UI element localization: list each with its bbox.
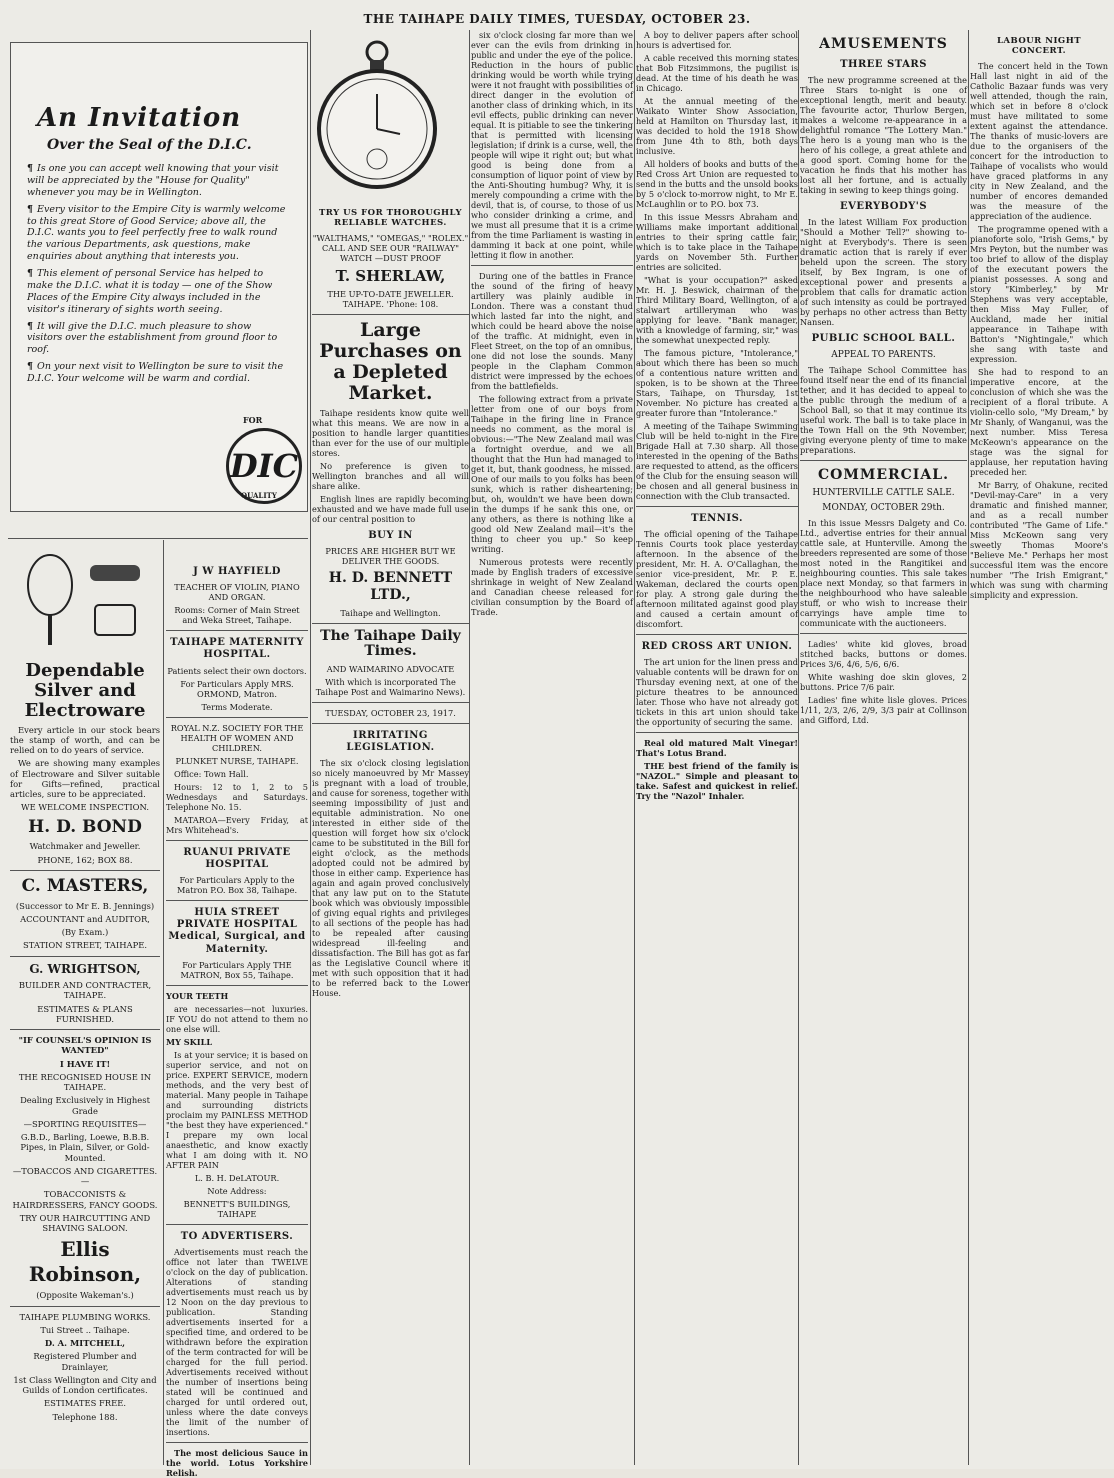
terms: Terms Moderate. bbox=[201, 701, 273, 712]
col5-text2: A cable received this morning states that Bob Fitzsimmons, the pugilist is dead. At the time of his death he was in Chicago. bbox=[636, 53, 798, 93]
column-6 bbox=[800, 30, 967, 1465]
dic-invitation-ad bbox=[10, 42, 308, 512]
patients: Patients select their own doctors. bbox=[167, 665, 307, 676]
ruanui: RUANUI PRIVATE HOSPITAL bbox=[183, 846, 291, 870]
gloves-text3: Ladies' fine white lisle gloves. Prices 1/11, 2/3, 2/6, 2/9, 3/3 pair at Collinson and Gifford, Ltd. bbox=[800, 694, 967, 725]
plumbing: TAIHAPE PLUMBING WORKS. bbox=[19, 1311, 151, 1322]
seal-quality-text: QUALITY bbox=[241, 491, 277, 500]
pipes: G.B.D., Barling, Loewe, B.B.B. Pipes, in Plain, Silver, or Gold-Mounted. bbox=[20, 1132, 150, 1163]
tobacconists: TOBACCONISTS & HAIRDRESSERS, FANCY GOODS. bbox=[12, 1189, 158, 1210]
appeal-head: APPEAL TO PARENTS. bbox=[831, 349, 936, 360]
hayfield-name: J W HAYFIELD bbox=[193, 566, 281, 577]
seal-for-text: FOR bbox=[243, 415, 263, 425]
hunterville-head: HUNTERVILLE CATTLE SALE. bbox=[812, 487, 955, 498]
recognised: THE RECOGNISED HOUSE IN TAIHAPE. bbox=[18, 1071, 152, 1093]
invitation-para: ¶ Is one you can accept well knowing that your visit will be appreciated by the "House for Quality" whenever you may be in Wellington. bbox=[27, 163, 279, 198]
sauce: The most delicious Sauce in the world. Lotus Yorkshire Relish. bbox=[166, 1447, 308, 1478]
concert-text3: She had to respond to an imperative encore, at the conclusion of which she was the recipient of a floral tribute. A violin-cello solo, "My Dream," by Mr Shanly, of Wanganui, was the next number. Miss Teresa McKeown's appearance on the stage was the signal for applause, her reputation having preceded her. bbox=[970, 366, 1108, 477]
incorporated: With which is incorporated The Taihape Post and Waimarino News). bbox=[315, 676, 466, 697]
col4-text2: During one of the battles in France the sound of the firing of heavy artillery was plainly audible in London. There was a constant thud which lasted far into the night, and which could be heard above the noise of the traffic. At midnight, even in Fleet Street, on the top of an omnibus, one did not lose the sounds. Many people in the Clapham Common district were impressed by the echoes from the battlefields. bbox=[471, 271, 633, 391]
three-stars-head: THREE STARS bbox=[840, 59, 927, 71]
telephone: Telephone 188. bbox=[52, 1411, 118, 1422]
bond-name: H. D. BOND bbox=[28, 816, 142, 837]
gloves-text: Ladies' white kid gloves, broad stitched backs, buttons or domes. Prices 3/6, 4/6, 5/6, 6/6. bbox=[800, 638, 967, 669]
silver-ad-title: Dependable Silver and Electroware bbox=[24, 660, 146, 721]
silver-ad-text2: We are showing many examples of Electroware and Silver suitable for Gifts—refined, practical articles, sure to be appreciated. bbox=[10, 758, 160, 800]
col5-text5: In this issue Messrs Abraham and Williams make important additional entries to their spring cattle fair, which is to take place in the Taihape yards on November 5th. Further entries are solicited. bbox=[636, 212, 798, 272]
masthead: The Taihape Daily Times. bbox=[320, 627, 461, 660]
col4-text4: Numerous protests were recently made by English traders of excessive shrinkage in weight of New Zealand and Canadian cheese released for civilian consumption by the Board of Trade. bbox=[471, 557, 633, 617]
page-header: THE TAIHAPE DAILY TIMES, TUESDAY, OCTOBER 23. bbox=[363, 12, 751, 26]
estimates: ESTIMATES & PLANS FURNISHED. bbox=[37, 1003, 133, 1024]
wrighton-name: G. WRIGHTSON, bbox=[29, 961, 141, 976]
gloves-text2: White washing doe skin gloves, 2 buttons. Price 7/6 pair. bbox=[800, 671, 967, 692]
builder: BUILDER AND CONTRACTER, TAIHAPE. bbox=[18, 980, 152, 1001]
plunket: PLUNKET NURSE, TAIHAPE. bbox=[175, 755, 299, 766]
try-saloon: TRY OUR HAIRCUTTING AND SHAVING SALOON. bbox=[19, 1212, 151, 1234]
maternity: TAIHAPE MATERNITY HOSPITAL. bbox=[170, 637, 304, 661]
tennis-head: TENNIS. bbox=[691, 513, 743, 524]
rooms: Rooms: Corner of Main Street and Weka Street, Taihape. bbox=[174, 605, 300, 626]
accountant: ACCOUNTANT and AUDITOR, bbox=[20, 913, 150, 924]
col5-text1: A boy to deliver papers after school hours is advertised for. bbox=[636, 30, 798, 50]
teeth: YOUR TEETH bbox=[166, 990, 229, 1001]
commercial-head: COMMERCIAL. bbox=[818, 466, 949, 483]
advertisers-head: TO ADVERTISERS. bbox=[180, 1230, 294, 1242]
invitation-para: ¶ On your next visit to Wellington be sure to visit the D.I.C. Your welcome will be warm and cordial. bbox=[27, 361, 284, 384]
dealing: Dealing Exclusively in Highest Grade bbox=[20, 1095, 150, 1116]
have-it: I HAVE IT! bbox=[59, 1058, 111, 1069]
everybodys-head: EVERYBODY'S bbox=[839, 201, 928, 213]
ellis-sub: (Opposite Wakeman's.) bbox=[36, 1290, 134, 1301]
left-ads-column bbox=[10, 545, 160, 1465]
sherlaw-name: T. SHERLAW, bbox=[335, 266, 446, 285]
royal: ROYAL N.Z. SOCIETY FOR THE HEALTH OF WOMEN AND CHILDREN. bbox=[170, 722, 304, 753]
silver-ad-text: Every article in our stock bears the stamp of worth, and can be relied on to do years of service. bbox=[10, 724, 160, 756]
watch-brands: "WALTHAMS," "OMEGAS," "ROLEX." CALL AND SEE OUR "RAILWAY" WATCH —DUST PROOF bbox=[312, 232, 469, 263]
concert-text1: The concert held in the Town Hall last night in aid of the Catholic Bazaar funds was very well attended, though the rain, which set in before 8 o'clock must have militated to some extent against the attendance. The thanks of music-lovers are due to the organisers of the concert for the introduction to Taihape of vocalists who would have graced platforms in any city in New Zealand, and the number of encores demanded was the measure of the appreciation of the audience. bbox=[970, 60, 1108, 221]
bennett-sub: Taihape and Wellington. bbox=[340, 607, 441, 618]
tennis-text: The official opening of the Taihape Tennis Courts took place yesterday afternoon. In the absence of the president, Mr. H. A. O'Callaghan, the senior vice-president, Mr. P. E. Wakeman, declared the courts open for play. A strong gale during the afternoon militated against good play and caused a certain amount of discomfort. bbox=[636, 529, 798, 630]
station: STATION STREET, TAIHAPE. bbox=[23, 940, 147, 951]
exam: (By Exam.) bbox=[61, 927, 109, 938]
ball-text: The Taihape School Committee has found itself near the end of its financial tether, and it has decided to appeal to the public through the medium of a School Ball, so that it may continue its useful work. The ball is to take place in the Town Hall on the 9th November, giving everyone plenty of time to make preparations. bbox=[800, 364, 967, 455]
skill: MY SKILL bbox=[166, 1036, 213, 1047]
col4-text3: The following extract from a private letter from one of our boys from Taihape in the firing line in France needs no comment, as the moral is obvious:—"The New Zealand mail was a fortnight overdue, and we all thought that the Hun had managed to get it, but, thank goodness, he missed. One of our mails to you folks has been sunk, which is rather disheartening; but, oh, wouldn't we have been down in the dumps if he sank this one, or any others, as there is nothing like a good old New Zealand mail—it's the thing to cheer you up." So keep writing. bbox=[471, 394, 633, 554]
everybodys-text: In the latest William Fox production "Should a Mother Tell?" showing to-night at Everybody's. There is seen dramatic action that is rarely if ever beheld upon the screen. The story itself, by Bex Ingram, is one of exceptional power and presents a problem that calls for dramatic action of such intensity as could be portrayed by perhaps no other actress than Betty Nansen. bbox=[800, 217, 967, 328]
concert-head: LABOUR NIGHT CONCERT. bbox=[996, 36, 1082, 57]
office: Office: Town Hall. bbox=[174, 768, 249, 779]
vinegar: Real old matured Malt Vinegar! That's Lotus Brand. bbox=[636, 738, 798, 759]
latour: L. B. H. DeLATOUR. bbox=[194, 1172, 280, 1183]
hours: Hours: 12 to 1, 2 to 5 Wednesdays and Saturdays. Telephone No. 15. bbox=[166, 781, 308, 812]
editorial-text: The six o'clock closing legislation so nicely manoeuvred by Mr Massey is pregnant with a load of trouble, and cause for soreness, together with seeming impossibility of just and equitable administration. No one interested in either side of the question will forget how six o'clock came to be substituted in the Bill for eight o'clock, as the methods adopted could not be admired by those in either camp. Experience has again and again proved conclusively that any law put on to the Statute book which was obviously impossible of giving equal rights and privileges to all sections of the people has had to be repealed after causing widespread ill-feeling and dissatisfaction. The Bill has got as far as the Legislative Council where it met with such opposition that it had to be referred back to the Lower House. bbox=[312, 758, 469, 999]
mid-ads-column bbox=[166, 560, 308, 1478]
pocket-watch-icon bbox=[312, 34, 442, 194]
col5-text3: At the annual meeting of the Waikato Winter Show Association, held at Hamilton on Thursday last, it was decided to hold the 1918 Show from June 4th to 8th, both days inclusive. bbox=[636, 96, 798, 156]
redcross-text: The art union for the linen press and valuable contents will be drawn for on Thursday evening next, at one of the picture theatres to be announced later. Those who have not already got tickets in this art union should take the opportunity of securing the same. bbox=[636, 657, 798, 728]
column-7 bbox=[970, 30, 1108, 1465]
large-purchases-title: Large Purchases on a Depleted Market. bbox=[319, 319, 462, 404]
tui-street: Tui Street .. Taihape. bbox=[40, 1324, 130, 1335]
teeth-text: are necessaries—not luxuries. IF YOU do not attend to them no one else will. bbox=[166, 1003, 308, 1034]
bennett-name: H. D. BENNETT LTD., bbox=[328, 569, 453, 603]
skill-text: Is at your service; it is based on superior service, and not on price. EXPERT SERVICE, modern methods, and the very best of material. Many people in Taihape and surrounding districts proclaim my PAINLESS METHOD "the best they have experienced." I prepare my own local anaesthetic, and know exactly what I am doing with it. NO AFTER PAIN bbox=[166, 1049, 308, 1170]
welcome-text: WE WELCOME INSPECTION. bbox=[20, 802, 150, 813]
prices-text: PRICES ARE HIGHER BUT WE DELIVER THE GOODS. bbox=[325, 545, 456, 566]
mitchell-sub: Registered Plumber and Drainlayer, bbox=[33, 1351, 137, 1372]
bond-phone: PHONE, 162; BOX 88. bbox=[37, 854, 133, 865]
tobacco: —TOBACCOS AND CIGARETTES.— bbox=[12, 1165, 158, 1187]
pref-text: No preference is given to Wellington branches and all will share alike. bbox=[312, 460, 469, 491]
ellis-name: Ellis Robinson, bbox=[28, 1237, 142, 1286]
advertisers-text: Advertisements must reach the office not later than TWELVE o'clock on the day of publication. Alterations of standing advertisements must reach us by 12 Noon on the day previous to publication. Standing advertisements inserted for a specified time, and ordered to be withdrawn before the expiration of the term contracted for will be charged for the full period. Advertisements received without the number of insertions being stated will be continued and charged for until ordered out, unless where the date conveys the limit of the number of insertions. bbox=[166, 1246, 308, 1437]
editorial-head: IRRITATING LEGISLATION. bbox=[346, 729, 435, 753]
bond-sub: Watchmaker and Jeweller. bbox=[29, 841, 141, 852]
counsel: "IF COUNSEL'S OPINION IS WANTED" bbox=[18, 1035, 152, 1056]
monday-head: MONDAY, OCTOBER 29th. bbox=[822, 502, 945, 513]
masthead-sub: AND WAIMARINO ADVOCATE bbox=[326, 663, 455, 674]
estimates-free: ESTIMATES FREE. bbox=[43, 1398, 126, 1409]
issue-date: TUESDAY, OCTOBER 23, 1917. bbox=[325, 707, 456, 718]
col5-text6: "What is your occupation?" asked Mr. H. J. Beswick, chairman of the Third Military Board, Wellington, of a stalwart artilleryman who was applying for leave. "Bank manager, with a knowledge of farming, sir," was the somewhat unexpected reply. bbox=[636, 275, 798, 345]
masters-name: C. MASTERS, bbox=[21, 875, 149, 896]
buy-in: BUY IN bbox=[368, 529, 413, 541]
ruanui-sub: For Particulars Apply to the Matron P.O. Box 38, Taihape. bbox=[176, 874, 298, 895]
three-stars-text: The new programme screened at the Three Stars to-night is one of exceptional length, merit and beauty. The favourite actor, Thurlow Bergen, makes a welcome re-appearance in a delightful romance "The Lottery Man." The hero is a young man who is the hero of his college, a great athlete and a good sport. Coming home for the vacation he finds that his mother has lost all her fortune, and is actually taking in sewing to keep things going. bbox=[800, 75, 967, 196]
mitchell: D. A. MITCHELL, bbox=[44, 1338, 126, 1349]
watch-caption: TRY US FOR THOROUGHLY RELIABLE WATCHES. bbox=[318, 208, 463, 229]
col5-text4: All holders of books and butts of the Red Cross Art Union are requested to send in the butts and the unsold books by 5 o'clock to-morrow night, to Mr E. McLaughlin or to P.O. box 73. bbox=[636, 159, 798, 209]
nazol: THE best friend of the family is "NAZOL." Simple and pleasant to take. Safest and quickest in relief. Try the "Nazol" Inhaler. bbox=[636, 761, 798, 802]
huia: HUIA STREET PRIVATE HOSPITAL Medical, Surgical, and Maternity. bbox=[168, 906, 306, 955]
teacher: TEACHER OF VIOLIN, PIANO AND ORGAN. bbox=[174, 582, 300, 603]
class-certs: 1st Class Wellington and City and Guilds of London certificates. bbox=[13, 1374, 157, 1396]
large-text: Taihape residents know quite well what this means. We are now in a position to handle larger quantities than ever for the use of our multiple stores. bbox=[312, 407, 469, 458]
concert-text2: The programme opened with a pianoforte solo, "Irish Gems," by Mrs Peyton, but the number was too brief to allow of the display of the executant powers the pianist possesses. A song and story "Kimberley," by Mr Stephens was very acceptable, then Miss May Fuller, of Auckland, made her initial appearance in Taihape with Batton's "Nightingale," which she sang with taste and expression. bbox=[970, 223, 1108, 364]
invitation-para: ¶ It will give the D.I.C. much pleasure to show visitors over the establishment from ground floor to roof. bbox=[27, 320, 278, 356]
column-3 bbox=[312, 30, 469, 1465]
invitation-para: ¶ Every visitor to the Empire City is warmly welcome to this great Store of Good Service; above all, the D.I.C. wants you to feel perfectly free to walk round the various Departments, ask questions, make enquiries about anything that interests you. bbox=[27, 203, 286, 263]
col5-text8: A meeting of the Taihape Swimming Club will be held to-night in the Fire Brigade Hall at 7.30 sharp. All those interested in the opening of the Baths are requested to attend, as the officers of the Club for the ensuing season will be chosen and all general business in connection with the Club transacted. bbox=[636, 421, 798, 501]
commercial-text: In this issue Messrs Dalgety and Co. Ltd., advertise entries for their annual cattle sale, at Hunterville. Among the breeders represented are some of those most noted in the Rangitikei and neighbouring counties. This sale takes place next Monday, so that farmers in the neighbourhood who have saleable stuff, or who wish to increase their carryings have ample time to communicate with the auctioneers. bbox=[800, 517, 967, 628]
column-4 bbox=[471, 30, 633, 1465]
brush-set-icon bbox=[10, 545, 160, 655]
sherlaw-sub: THE UP-TO-DATE JEWELLER. TAIHAPE. 'Phone: 108. bbox=[327, 289, 454, 310]
bennett-bldg: BENNETT'S BUILDINGS, TAIHAPE bbox=[183, 1198, 291, 1219]
invitation-subtitle: Over the Seal of the D.I.C. bbox=[47, 137, 252, 153]
column-5 bbox=[636, 30, 798, 1465]
particulars: For Particulars Apply MRS. ORMOND, Matron. bbox=[180, 678, 294, 699]
ball-head: PUBLIC SCHOOL BALL. bbox=[811, 333, 956, 345]
note: Note Address: bbox=[207, 1185, 267, 1196]
masters-sub: (Successor to Mr E. B. Jennings) bbox=[15, 900, 155, 911]
huia-sub: For Particulars Apply THE MATRON, Box 55, Taihape. bbox=[180, 959, 294, 980]
invitation-para: ¶ This element of personal Service has helped to make the D.I.C. what it is today — one of the Show Places of the Empire City always included in the visitor's itinerary of sights worth seeing. bbox=[27, 268, 273, 315]
col5-text7: The famous picture, "Intolerance," about which there has been so much of a contentious nature written and spoken, is to be shown at the Three Stars, Taihape, on Thursday, 1st November. No picture has created a greater furore than "Intolerance." bbox=[636, 348, 798, 418]
redcross-head: RED CROSS ART UNION. bbox=[641, 641, 793, 653]
concert-text4: Mr Barry, of Ohakune, recited "Devil-may-Care" in a very dramatic and finished manner, and as a recall number contributed "The Game of Life." Miss McKeown sang very sweetly Thomas Moore's "Believe Me." Perhaps her most successful item was the encore number "The Irish Emigrant," which was sung with charming simplicity and expression. bbox=[970, 479, 1108, 600]
smokers: —SPORTING REQUISITES— bbox=[23, 1118, 147, 1129]
english-text: English lines are rapidly becoming exhausted and we have made full use of our central position to bbox=[312, 493, 469, 524]
dic-seal-icon: DIC bbox=[226, 428, 302, 504]
invitation-title: An Invitation bbox=[37, 103, 242, 133]
col4-text1: six o'clock closing far more than we ever can the evils from drinking in public and under the eye of the police. Reduction in the hours of public drinking would be worth while trying were it not fraught with possibilities of direct danger in the evolution of another class of drinking which, in its evil effects, public drinking can never equal. It is pitiable to see the tinkering that is permitted with licensing legislation; if drink is a curse, well, the people will wipe it right out; but what good is being done from a consumption of liquor point of view by the Anti-Shouting humbug? Why, it is merely compounding a crime with the devil, that is, of course, to those of us who consider drinking a crime, and we must all presume that it is a crime from the time Parliament is wasting in damming it back at one point, while letting it flow in another. bbox=[471, 30, 633, 260]
mataroa: MATAROA—Every Friday, at Mrs Whitehead's. bbox=[166, 814, 308, 835]
amusements-head: AMUSEMENTS bbox=[819, 36, 948, 52]
